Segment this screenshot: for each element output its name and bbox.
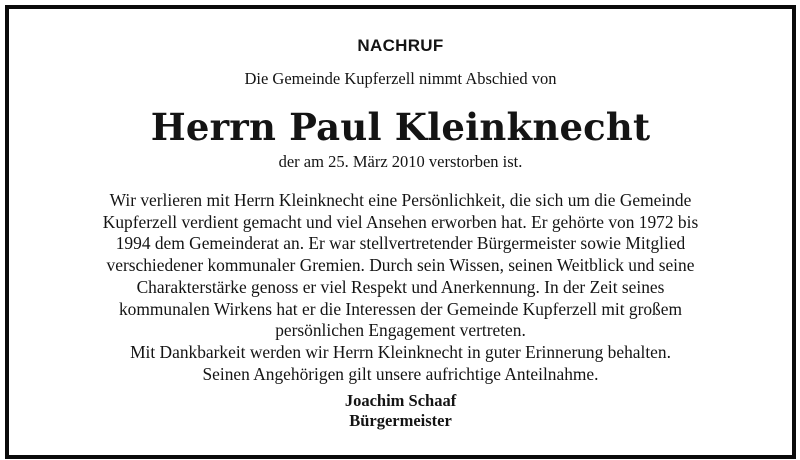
notice-intro: Die Gemeinde Kupferzell nimmt Abschied von bbox=[244, 69, 557, 88]
signatory-name: Joachim Schaaf bbox=[344, 391, 457, 410]
body-line: persönlichen Engagement vertreten. bbox=[275, 320, 526, 341]
body-line: kommunalen Wirkens hat er die Interessen der Gemeinde Kupferzell mit großem bbox=[118, 298, 682, 319]
obituary-notice bbox=[9, 9, 792, 455]
body-line: Seinen Angehörigen gilt unsere aufrichtige Anteilnahme. bbox=[202, 363, 599, 384]
signatory-title: Bürgermeister bbox=[349, 411, 452, 430]
body-line: Mit Dankbarkeit werden wir Herrn Kleinknecht in guter Erinnerung behalten. bbox=[130, 341, 671, 362]
notice-body bbox=[39, 190, 762, 385]
signature-block bbox=[9, 391, 792, 431]
body-line: Charakterstärke genoss er viel Respekt und Anerkennung. In der Zeit seines bbox=[136, 276, 665, 297]
notice-frame bbox=[5, 5, 796, 459]
deceased-name: Herrn Paul Kleinknecht bbox=[150, 105, 651, 149]
notice-heading: NACHRUF bbox=[357, 36, 444, 55]
body-line: 1994 dem Gemeinderat an. Er war stellvertretender Bürgermeister sowie Mitglied bbox=[115, 233, 686, 254]
death-date-line: der am 25. März 2010 verstorben ist. bbox=[278, 152, 523, 171]
body-line: verschiedener kommunaler Gremien. Durch sein Wissen, seinen Weitblick und seine bbox=[106, 255, 695, 276]
body-line: Wir verlieren mit Herrn Kleinknecht eine Persönlichkeit, die sich um die Gemeinde bbox=[109, 190, 692, 210]
body-line: Kupferzell verdient gemacht und viel Ansehen erworben hat. Er gehörte von 1972 bis bbox=[102, 211, 699, 232]
